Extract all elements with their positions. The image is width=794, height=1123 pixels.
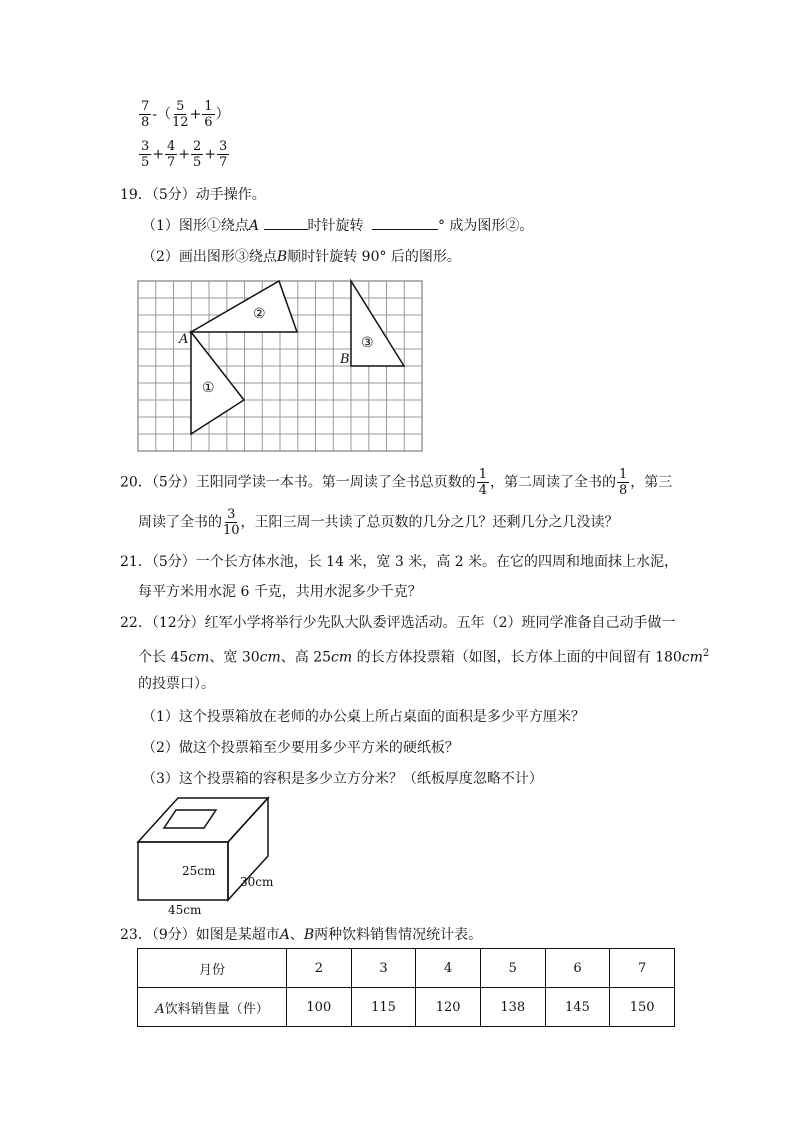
length-label: 45cm bbox=[168, 903, 202, 917]
expression-1: $\frac{7}{8}$ -（ $\frac{5}{12}$ + $\frac{1}{6}$ ） bbox=[141, 99, 230, 130]
fraction: $\frac{1}{6}$ bbox=[204, 99, 213, 130]
table-cell: 150 bbox=[610, 988, 675, 1027]
table-header-cell: 7 bbox=[610, 949, 675, 988]
table-cell: 145 bbox=[545, 988, 610, 1027]
q22-line1: 22．（12分）红军小学将举行少先队大队委评选活动。五年（2）班同学准备自己动手做一 bbox=[120, 615, 676, 631]
sales-table bbox=[137, 948, 675, 1027]
fraction: $\frac{3}{7}$ bbox=[219, 139, 228, 170]
q19-title: 19．（5分）动手操作。 bbox=[120, 187, 266, 203]
q19-part2: （2）画出图形③绕点B顺时针旋转 90° 后的图形。 bbox=[142, 249, 461, 265]
triangle-shape-3 bbox=[351, 281, 404, 366]
table-header-cell: 月份 bbox=[138, 949, 287, 988]
table-cell: 100 bbox=[287, 988, 352, 1027]
q21-line1: 21．（5分）一个长方体水池，长 14 米，宽 3 米，高 2 米。在它的四周和地面抹上水泥， bbox=[120, 554, 679, 570]
q22-line2: 个长 45cm、宽 30cm、高 25cm 的长方体投票箱（如图，长方体上面的中间留有 $180cm^2$ bbox=[138, 648, 710, 666]
expression-2: $\frac{3}{5}$ + $\frac{4}{7}$ + $\frac{2}{5}$ + $\frac{3}{7}$ bbox=[141, 139, 228, 170]
shape-1-label: ① bbox=[202, 380, 215, 396]
table-header-cell: 4 bbox=[416, 949, 481, 988]
fraction: $\frac{3}{10}$ bbox=[223, 507, 240, 538]
q21-line2: 每平方米用水泥 6 千克，共用水泥多少千克？ bbox=[138, 584, 422, 600]
q20-line2: 周读了全书的 $\frac{3}{10}$ ，王阳三周一共读了总页数的几分之几？还剩几分之几没读？ bbox=[138, 507, 619, 538]
fraction: $\frac{3}{5}$ bbox=[141, 139, 150, 170]
fraction: $\frac{5}{12}$ bbox=[172, 99, 189, 130]
table-header-cell: 3 bbox=[351, 949, 416, 988]
table-header-cell: 5 bbox=[480, 949, 545, 988]
q20-line1: 20．（5分）王阳同学读一本书。第一周读了全书总页数的 $\frac{1}{4}$ ，第二周读了全书的 $\frac{1}{8}$ ，第三 bbox=[120, 467, 673, 498]
q22-sub1: （1）这个投票箱放在老师的办公桌上所占桌面的面积是多少平方厘米？ bbox=[142, 709, 585, 725]
q22-sub3: （3）这个投票箱的容积是多少立方分米？（纸板厚度忽略不计） bbox=[142, 771, 543, 787]
table-header-row bbox=[138, 949, 675, 988]
table-header-cell: 6 bbox=[545, 949, 610, 988]
ballot-box-figure bbox=[130, 790, 280, 920]
shape-2-label: ② bbox=[253, 306, 266, 322]
table-cell: 120 bbox=[416, 988, 481, 1027]
table-cell: 115 bbox=[351, 988, 416, 1027]
q22-line3: 的投票口）。 bbox=[138, 676, 215, 692]
fraction: $\frac{1}{8}$ bbox=[619, 467, 628, 498]
fraction: $\frac{4}{7}$ bbox=[167, 139, 176, 170]
shape-3-label: ③ bbox=[361, 335, 374, 351]
height-label: 25cm bbox=[182, 864, 216, 878]
rotation-grid-figure bbox=[0, 0, 794, 470]
table-header-cell: 2 bbox=[287, 949, 352, 988]
width-label: 30cm bbox=[240, 875, 274, 889]
table-row bbox=[138, 988, 675, 1027]
table-cell: 138 bbox=[480, 988, 545, 1027]
point-a-label: A bbox=[179, 332, 189, 347]
q22-sub2: （2）做这个投票箱至少要用多少平方米的硬纸板？ bbox=[142, 740, 459, 756]
q19-part1: （1）图形①绕点A 时针旋转 ° 成为图形②。 bbox=[142, 215, 533, 237]
table-row-label: A饮料销售量（件） bbox=[138, 988, 287, 1027]
fraction: $\frac{7}{8}$ bbox=[141, 99, 150, 130]
fraction: $\frac{1}{4}$ bbox=[478, 467, 488, 498]
fraction: $\frac{2}{5}$ bbox=[193, 139, 202, 170]
point-b-label: B bbox=[340, 352, 350, 367]
q23-title: 23．（9分）如图是某超市A、B两种饮料销售情况统计表。 bbox=[120, 927, 483, 943]
